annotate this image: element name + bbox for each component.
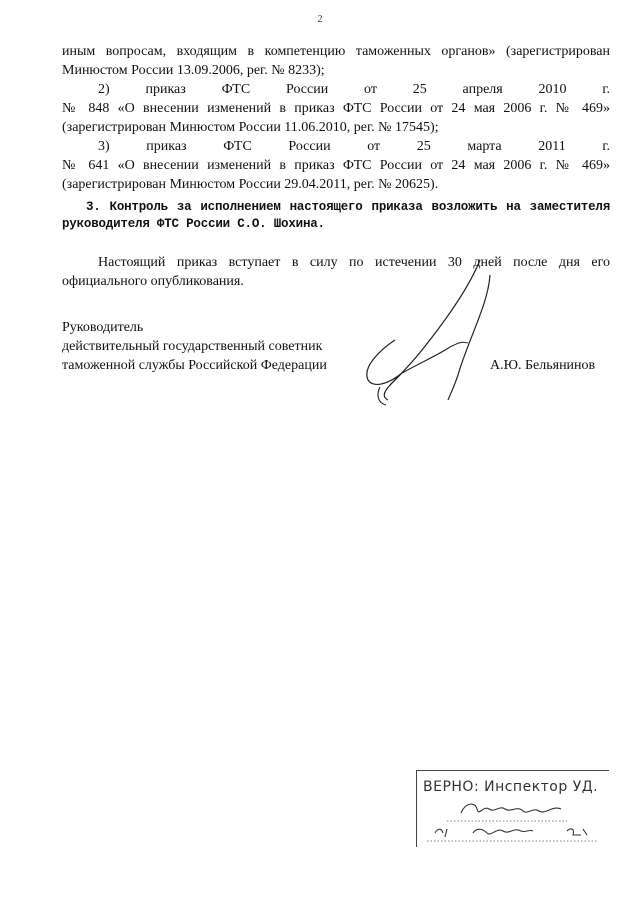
list-item-3-line1: 3) приказ ФТС России от 25 марта 2011 г. (98, 139, 610, 154)
handwritten-signature (350, 255, 530, 415)
page-number: 2 (317, 14, 323, 25)
signatory-title-line2: действительный государственный советник (62, 339, 323, 354)
list-item-2-rest: № 848 «О внесении изменений в приказ ФТС России от 24 мая 2006 г. № 469» (зарегистрирован Минюстом России 11.06.2010, рег. № 17545); (62, 101, 610, 135)
stamp-label: ВЕРНО: Инспектор УД. (423, 779, 599, 795)
stamp-handwriting (417, 771, 609, 847)
signatory-title (62, 318, 392, 375)
list-item-3-rest: № 641 «О внесении изменений в приказ ФТС России от 24 мая 2006 г. № 469» (зарегистрирован Минюстом России 29.04.2011, рег. № 20625). (62, 158, 610, 192)
document-body (62, 42, 610, 291)
signatory-title-line3: таможенной службы Российской Федерации (62, 358, 327, 373)
paragraph-continuation: иным вопросам, входящим в компетенцию таможенных органов» (зарегистрирован Минюстом России 13.09.2006, рег. № 8233); (62, 44, 610, 78)
paragraph-control: 3. Контроль за исполнением настоящего приказа возложить на заместителя руководителя ФТС России С.О. Шохина. (62, 200, 610, 231)
signatory-title-line1: Руководитель (62, 320, 144, 335)
signatory-name: А.Ю. Бельянинов (490, 358, 596, 373)
list-item-2-line1: 2) приказ ФТС России от 25 апреля 2010 г. (98, 82, 610, 97)
certification-stamp (416, 770, 609, 847)
paragraph-effective-date: Настоящий приказ вступает в силу по истечении 30 дней после дня его официального опубликования. (62, 255, 610, 289)
